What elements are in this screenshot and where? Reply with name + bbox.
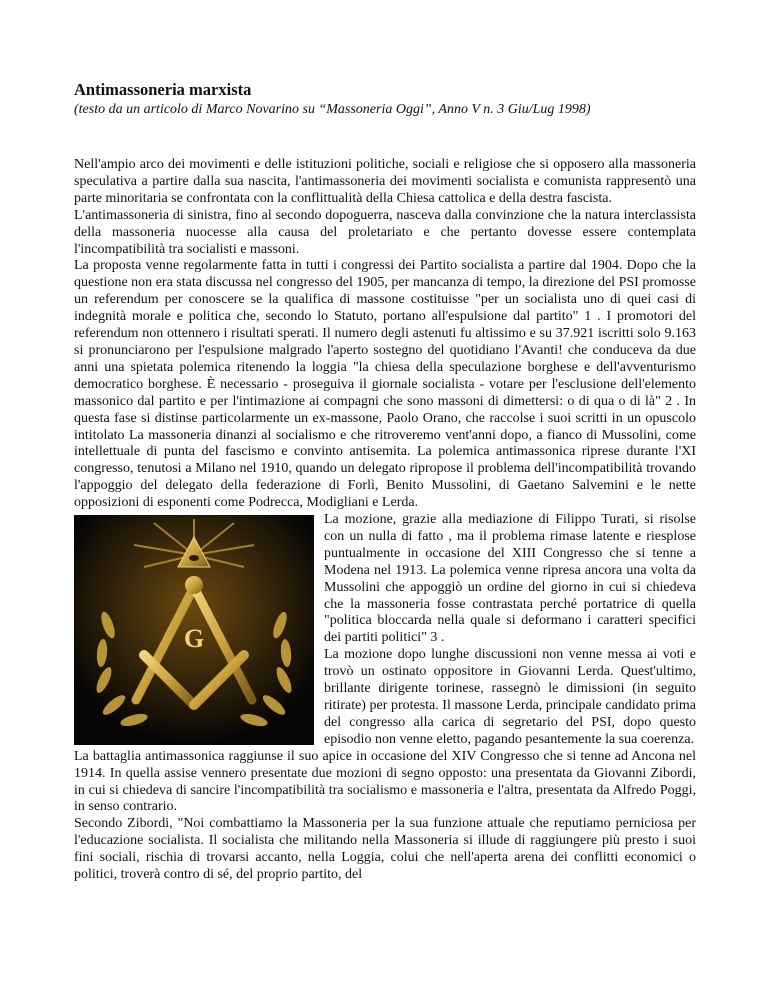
paragraph: Nell'ampio arco dei movimenti e delle istituzioni politiche, sociali e religiose che si opposero alla massoneria speculativa a partire dalla sua nascita, l'antimassoneria dei movimenti socialista e comunista rappresentò una parte minoritaria se confrontata con la conflittualità della Chiesa cattolica e della destra fascista. bbox=[74, 157, 696, 206]
paragraph: La mozione dopo lunghe discussioni non venne messa ai voti e trovò un ostinato oppositore in Giovanni Lerda. Quest'ultimo, brillante dirigente torinese, rassegnò le dimissioni (in seguito ritirate) per protesta. Il massone Lerda, principale candidato prima del congresso alla carica di segretario del PSI, dopo questo episodio non venne eletto, pagando pesantemente la sua coerenza. bbox=[324, 647, 696, 747]
paragraph: La mozione, grazie alla mediazione di Filippo Turati, si risolse con un nulla di fatto , ma il problema rimase latente e riesplose puntualmente in occasione del XIII Congresso che si tenne a Modena nel 1913. La polemica venne ripresa ancora una volta da Mussolini che appoggiò un ordine del giorno in cui si chiedeva che la massoneria fosse contrastata perché portatrice di quella "politica bloccarda nella quale si deformano i caratteri specifici dei partiti politici" 3 . bbox=[324, 512, 696, 646]
paragraph: La proposta venne regolarmente fatta in tutti i congressi dei Partito socialista a partire dal 1904. Dopo che la questione non era stata discussa nel congresso del 1905, per mancanza di tempo, la direzione del PSI promosse un referendum per conoscere se la qualifica di massone costituisse "per un socialista uno di quei casi di indegnità morale e politica che, secondo lo Statuto, portano all'espulsione dal partito" 1 . I promotori del referendum non ottennero i risultati sperati. Il numero degli astenuti fu altissimo e su 37.921 iscritti solo 9.163 si pronunciarono per l'espulsione malgrado l'aperto sostegno del quotidiano l'Avanti! che conduceva da due anni una spietata polemica ritenendo la loggia "la chiesa della speculazione borghese e dell'avventurismo democratico borghese. È necessario - proseguiva il giornale socialista - votare per l'esclusione dell'elemento massonico dal partito e per l'intimazione ai compagni che sono massoni di dimettersi: o di qua o di là" 2 . In questa fase si distinse particolarmente un ex-massone, Paolo Orano, che raccolse i suoi scritti in un opuscolo intitolato La massoneria dinanzi al socialismo e che ritroveremo vent'anni dopo, a fianco di Mussolini, come intellettuale di punta del fascismo e convinto antisemita. La polemica antimassonica riprese durante l'XI congresso, tenutosi a Milano nel 1910, quando un delegato ripropose il problema dell'incompatibilità trovando l'appoggio del delegato della federazione di Forlì, Benito Mussolini, di Gaetano Salvemini e le nette opposizioni di esponenti come Podrecca, Modigliani e Lerda. bbox=[74, 258, 696, 511]
document-page bbox=[74, 80, 696, 884]
paragraph: Secondo Zibordi, "Noi combattiamo la Massoneria per la sua funzione attuale che reputiamo perniciosa per l'educazione socialista. Il socialista che militando nella Massoneria si illude di raggiungere più presto i suoi fini sociali, rischia di trovarsi accanto, nella Loggia, colui che nell'aperta arena dei conflitti economici o politici, troverà contro di sé, del proprio partito, del bbox=[74, 816, 696, 883]
paragraph: La battaglia antimassonica raggiunse il suo apice in occasione del XIV Congresso che si tenne ad Ancona nel 1914. In quella assise vennero presentate due mozioni di segno opposto: una presentata da Giovanni Zibordi, in cui si chiedeva di sancire l'incompatibilità tra socialismo e massoneria e l'altra, presentata da Alfredo Poggi, in senso contrario. bbox=[74, 748, 696, 815]
emblem-letter: G bbox=[183, 624, 205, 654]
article-body bbox=[74, 157, 696, 884]
document-title: Antimassoneria marxista bbox=[74, 80, 252, 99]
document-subtitle: (testo da un articolo di Marco Novarino su “Massoneria Oggi”, Anno V n. 3 Giu/Lug 1998) bbox=[74, 102, 591, 117]
paragraph: L'antimassoneria di sinistra, fino al secondo dopoguerra, nasceva dalla convinzione che la natura interclassista della massoneria nuocesse alla causa del proletariato e che pertanto dovesse essere contemplata l'incompatibilità tra socialisti e massoni. bbox=[74, 207, 696, 257]
masonic-emblem-image bbox=[74, 515, 314, 745]
